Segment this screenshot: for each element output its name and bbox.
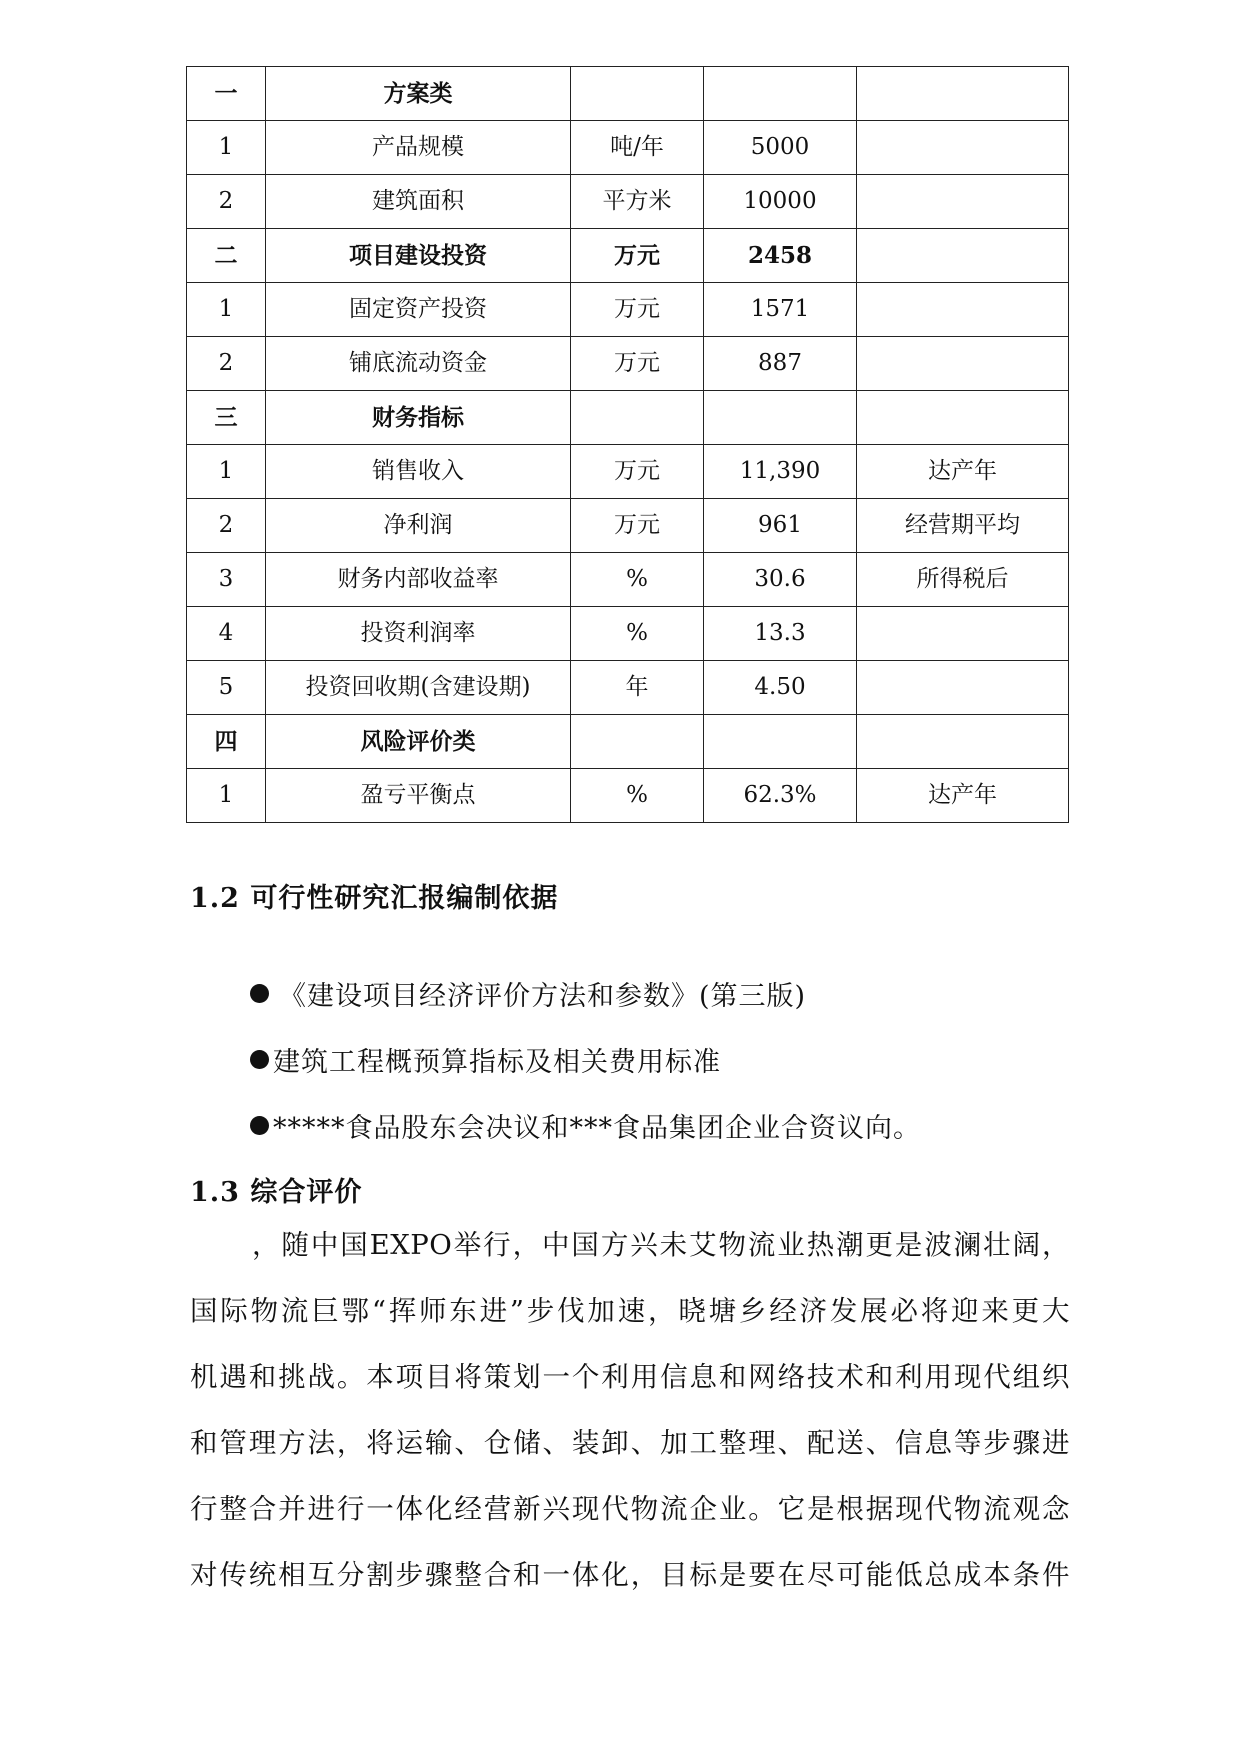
- note-cell: 所得税后: [857, 553, 1069, 607]
- list-item-text: 建筑工程概预算指标及相关费用标准: [273, 1047, 721, 1078]
- note-cell: [857, 67, 1069, 121]
- value-cell: 887: [704, 337, 857, 391]
- row-number-cell: 四: [187, 715, 266, 769]
- item-name-cell: 投资回收期(含建设期): [266, 661, 571, 715]
- value-cell: [704, 715, 857, 769]
- row-number-cell: 4: [187, 607, 266, 661]
- unit-cell: 吨/年: [571, 121, 704, 175]
- note-cell: [857, 283, 1069, 337]
- note-cell: [857, 661, 1069, 715]
- table-row: [187, 769, 1069, 823]
- table-row: [187, 607, 1069, 661]
- bullet-dot-icon: [250, 984, 269, 1003]
- row-number-cell: 1: [187, 769, 266, 823]
- unit-cell: 平方米: [571, 175, 704, 229]
- row-number-cell: 3: [187, 553, 266, 607]
- unit-cell: 万元: [571, 229, 704, 283]
- paragraph-line: 机遇和挑战。本项目将策划一个利用信息和网络技术和利用现代组织: [190, 1361, 1070, 1393]
- item-name-cell: 方案类: [266, 67, 571, 121]
- row-number-cell: 2: [187, 337, 266, 391]
- unit-cell: [571, 67, 704, 121]
- item-name-cell: 风险评价类: [266, 715, 571, 769]
- unit-cell: 万元: [571, 337, 704, 391]
- value-cell: 62.3%: [704, 769, 857, 823]
- row-number-cell: 1: [187, 445, 266, 499]
- table-section-row: [187, 391, 1069, 445]
- value-cell: 13.3: [704, 607, 857, 661]
- table-row: [187, 553, 1069, 607]
- list-item: [250, 1040, 721, 1079]
- list-item-text: 《建设项目经济评价方法和参数》(第三版): [279, 981, 807, 1012]
- value-cell: 10000: [704, 175, 857, 229]
- item-name-cell: 铺底流动资金: [266, 337, 571, 391]
- paragraph-line: 对传统相互分割步骤整合和一体化，目标是要在尽可能低总成本条件: [190, 1559, 1070, 1591]
- row-number-cell: 5: [187, 661, 266, 715]
- list-item: [250, 974, 806, 1013]
- table-row: [187, 175, 1069, 229]
- paragraph-line: 行整合并进行一体化经营新兴现代物流企业。它是根据现代物流观念: [190, 1493, 1070, 1525]
- table-body: [187, 67, 1069, 823]
- paragraph-line: ，随中国EXPO举行，中国方兴未艾物流业热潮更是波澜壮阔，: [252, 1229, 1070, 1261]
- list-item-text: *****食品股东会决议和***食品集团企业合资议向。: [273, 1113, 921, 1144]
- value-cell: [704, 67, 857, 121]
- note-cell: [857, 175, 1069, 229]
- list-item: [250, 1106, 921, 1145]
- bullet-dot-icon: [250, 1050, 269, 1069]
- row-number-cell: 2: [187, 499, 266, 553]
- value-cell: 30.6: [704, 553, 857, 607]
- note-cell: 经营期平均: [857, 499, 1069, 553]
- paragraph-line: 国际物流巨鄂“挥师东进”步伐加速，晓塘乡经济发展必将迎来更大: [190, 1295, 1070, 1327]
- note-cell: [857, 229, 1069, 283]
- value-cell: 2458: [704, 229, 857, 283]
- table-section-row: [187, 67, 1069, 121]
- table-row: [187, 661, 1069, 715]
- value-cell: 1571: [704, 283, 857, 337]
- row-number-cell: 1: [187, 121, 266, 175]
- unit-cell: %: [571, 769, 704, 823]
- item-name-cell: 项目建设投资: [266, 229, 571, 283]
- table-section-row: [187, 715, 1069, 769]
- note-cell: [857, 337, 1069, 391]
- item-name-cell: 财务内部收益率: [266, 553, 571, 607]
- unit-cell: %: [571, 553, 704, 607]
- unit-cell: %: [571, 607, 704, 661]
- bullet-dot-icon: [250, 1116, 269, 1135]
- note-cell: [857, 715, 1069, 769]
- value-cell: [704, 391, 857, 445]
- value-cell: 4.50: [704, 661, 857, 715]
- table-row: [187, 499, 1069, 553]
- table-row: [187, 445, 1069, 499]
- note-cell: 达产年: [857, 445, 1069, 499]
- paragraph-line: 和管理方法，将运输、仓储、装卸、加工整理、配送、信息等步骤进: [190, 1427, 1070, 1459]
- project-summary-table: [186, 66, 1069, 823]
- item-name-cell: 产品规模: [266, 121, 571, 175]
- item-name-cell: 财务指标: [266, 391, 571, 445]
- note-cell: [857, 391, 1069, 445]
- item-name-cell: 销售收入: [266, 445, 571, 499]
- table-section-row: [187, 229, 1069, 283]
- unit-cell: 万元: [571, 499, 704, 553]
- item-name-cell: 固定资产投资: [266, 283, 571, 337]
- item-name-cell: 建筑面积: [266, 175, 571, 229]
- item-name-cell: 净利润: [266, 499, 571, 553]
- unit-cell: 年: [571, 661, 704, 715]
- unit-cell: [571, 715, 704, 769]
- unit-cell: [571, 391, 704, 445]
- note-cell: [857, 121, 1069, 175]
- item-name-cell: 投资利润率: [266, 607, 571, 661]
- note-cell: [857, 607, 1069, 661]
- table-row: [187, 121, 1069, 175]
- value-cell: 11,390: [704, 445, 857, 499]
- section-heading-1-2: 1.2 可行性研究汇报编制依据: [190, 883, 559, 914]
- table-row: [187, 283, 1069, 337]
- item-name-cell: 盈亏平衡点: [266, 769, 571, 823]
- unit-cell: 万元: [571, 283, 704, 337]
- row-number-cell: 1: [187, 283, 266, 337]
- table-row: [187, 337, 1069, 391]
- row-number-cell: 2: [187, 175, 266, 229]
- unit-cell: 万元: [571, 445, 704, 499]
- value-cell: 961: [704, 499, 857, 553]
- row-number-cell: 二: [187, 229, 266, 283]
- note-cell: 达产年: [857, 769, 1069, 823]
- row-number-cell: 三: [187, 391, 266, 445]
- value-cell: 5000: [704, 121, 857, 175]
- section-heading-1-3: 1.3 综合评价: [190, 1177, 363, 1208]
- row-number-cell: 一: [187, 67, 266, 121]
